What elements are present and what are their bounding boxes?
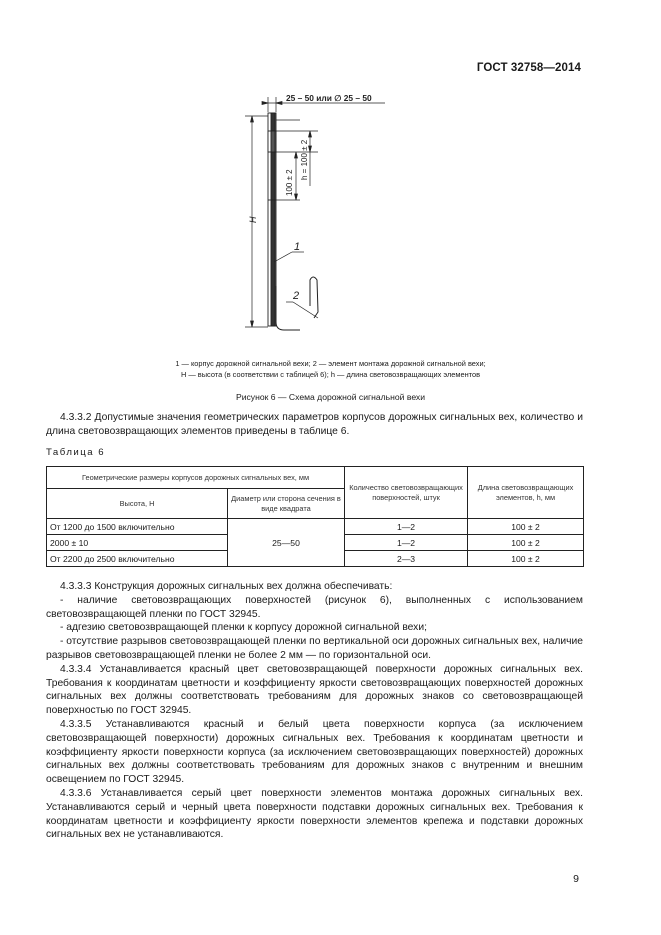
paragraph-4335: 4.3.3.5 Устанавливаются красный и белый цвета поверхности корпуса (за исключением световозвращающей поверхности) дорожных сигнальных вех. Требования к координатам цветности и коэффициенту яркости поверхности корпуса (за исключением световозвращающих поверхностей) дорожных сигнальных вех должны соответствовать требованиям для дорожных знаков с внутренним и внешним освещением по ГОСТ 32945. — [46, 718, 583, 786]
table-cell-height: 2000 ± 10 — [47, 535, 228, 551]
paragraph-4332 — [46, 411, 583, 439]
mounting-element — [276, 277, 318, 330]
paragraph-text: 4.3.3.2 Допустимые значения геометрических параметров корпусов дорожных сигнальных вех, количество и длина световозвращающих элементов приведены в таблице 6. — [46, 412, 583, 437]
page-number: 9 — [573, 873, 579, 885]
figure-caption: Рисунок 6 — Схема дорожной сигнальной вехи — [235, 392, 426, 402]
marker-1: 1 — [294, 241, 301, 253]
table-head-height: Высота, H — [47, 489, 228, 519]
table-title: Таблица 6 — [46, 447, 106, 458]
signal-post-diagram — [0, 0, 661, 380]
paragraph-item-3: - отсутствие разрывов световозвращающей пленки по вертикальной оси дорожных сигнальных вех, наличие разрывов световозвращающей пленки не более 2 мм — по горизонтальной оси. — [46, 636, 584, 661]
paragraph-item-1: - наличие световозвращающих поверхностей (рисунок 6), выполненных с использованием световозвращающей пленки по ГОСТ 32945. — [46, 594, 583, 620]
dim-100-label: 100 ± 2 — [285, 169, 294, 196]
paragraph-4333: 4.3.3.3 Конструкция дорожных сигнальных вех должна обеспечивать: — [60, 581, 393, 592]
post-body — [268, 113, 276, 326]
table-head-length: Длина световозвращающих элементов, h, мм — [468, 467, 584, 519]
table-row — [47, 519, 584, 535]
table-cell-count: 1—2 — [345, 535, 468, 551]
body-text — [46, 580, 583, 842]
table-cell-diameter: 25—50 — [228, 519, 345, 567]
dim-h-label: h = 100 ± 2 — [300, 139, 309, 180]
table-head-group: Геометрические размеры корпусов дорожных сигнальных вех, мм — [47, 467, 345, 489]
table-cell-height: От 1200 до 1500 включительно — [47, 519, 228, 535]
marker-2: 2 — [293, 290, 300, 302]
document-header: ГОСТ 32758—2014 — [476, 62, 581, 74]
table-head-count: Количество световозвращающих поверхностей, штук — [345, 467, 468, 519]
table-head-diameter: Диаметр или сторона сечения в виде квадрата — [228, 489, 345, 519]
top-dimension-label: 25 – 50 или ∅ 25 – 50 — [286, 93, 372, 103]
dim-H-label: H — [248, 216, 258, 223]
table-cell-length: 100 ± 2 — [468, 519, 584, 535]
table-6 — [46, 466, 584, 567]
figure-legend-line2: H — высота (в соответствии с таблицей 6); h — длина световозвращающих элементов — [180, 370, 481, 379]
paragraph-4336: 4.3.3.6 Устанавливается серый цвет поверхности элементов монтажа дорожных сигнальных вех. Устанавливаются серый и черный цвета поверхности подставки дорожных сигнальных вех. Требования к координатам цветности и коэффициенту яркости поверхности элементов крепежа и подставки дорожных сигнальных вех не устанавливаются. — [46, 787, 583, 841]
table-cell-length: 100 ± 2 — [468, 551, 584, 567]
table-cell-count: 1—2 — [345, 519, 468, 535]
h-extension-lines — [276, 120, 318, 200]
paragraph-item-2: - адгезию световозвращающей пленки к корпусу дорожной сигнальной вехи; — [60, 622, 427, 634]
table-cell-count: 2—3 — [345, 551, 468, 567]
table-cell-length: 100 ± 2 — [468, 535, 584, 551]
table-cell-height: От 2200 до 2500 включительно — [47, 551, 228, 567]
paragraph-4334: 4.3.3.4 Устанавливается красный цвет световозвращающей поверхности дорожных сигнальных вех. Требования к координатам цветности и коэффициенту яркости световозвращающих поверхностей дорожных сигнальных вех должны соответствовать требованиям для дорожных знаков со световозвращающей поверхностью по ГОСТ 32945. — [46, 663, 583, 717]
figure-legend-line1: 1 — корпус дорожной сигнальной вехи; 2 — элемент монтажа дорожной сигнальной вехи; — [175, 359, 486, 368]
